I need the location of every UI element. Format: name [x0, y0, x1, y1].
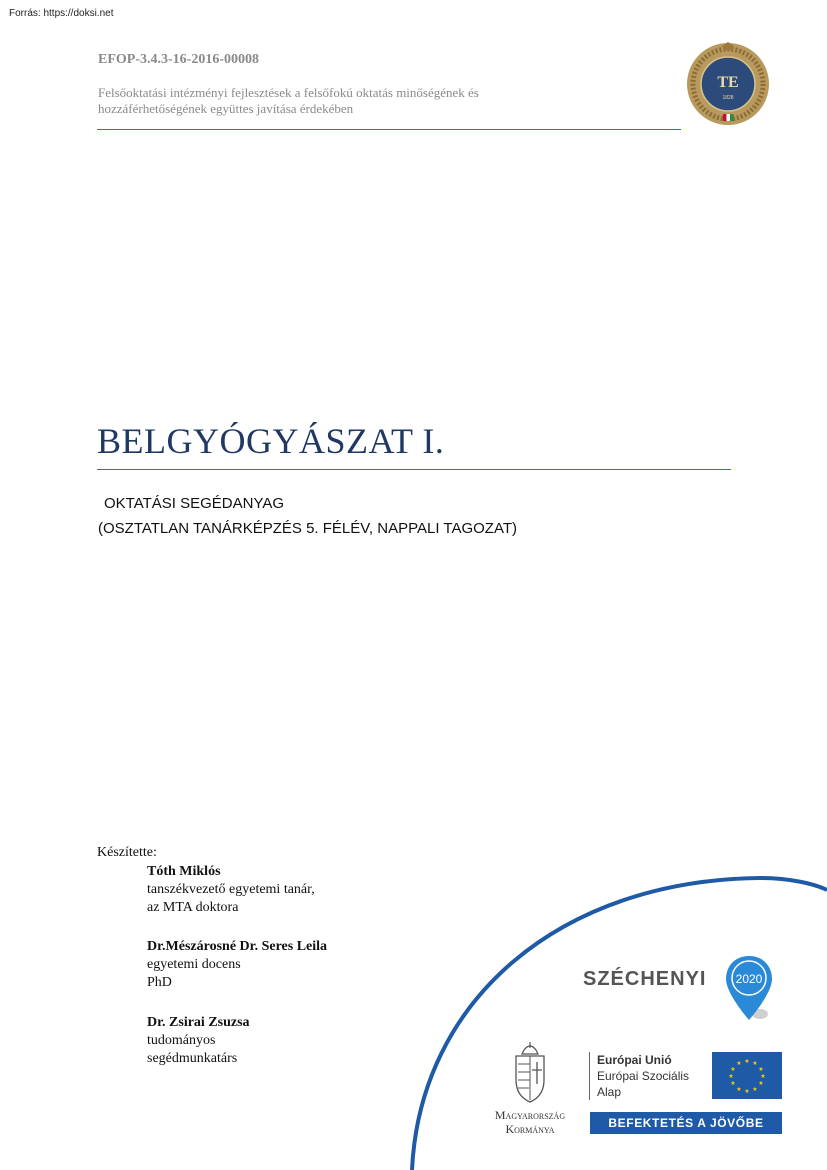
project-desc-line-2: hozzáférhetőségének együttes javítása érdekében — [98, 101, 354, 116]
author-name: Tóth Miklós — [147, 864, 221, 879]
government-name — [480, 1108, 580, 1136]
svg-text:★: ★ — [730, 1080, 736, 1087]
svg-text:★: ★ — [730, 1066, 736, 1073]
svg-text:★: ★ — [744, 1088, 750, 1095]
invest-banner: BEFEKTETÉS A JÖVŐBE — [590, 1112, 782, 1134]
author-role: tanszékvezető egyetemi tanár, — [147, 882, 315, 897]
project-code: EFOP-3.4.3-16-2016-00008 — [98, 52, 259, 67]
subtitle-line-1: OKTATÁSI SEGÉDANYAG — [104, 495, 285, 512]
author-role: egyetemi docens — [147, 957, 241, 972]
document-title: BELGYÓGYÁSZAT I. — [97, 421, 445, 461]
prepared-by-label: Készítette: — [97, 845, 157, 860]
author-role: PhD — [147, 975, 172, 990]
svg-text:★: ★ — [758, 1066, 764, 1073]
author-role: segédmunkatárs — [147, 1051, 238, 1066]
szechenyi-year: 2020 — [735, 972, 763, 986]
seal-year: 1828 — [722, 95, 734, 101]
government-line-1: Magyarország — [494, 1108, 566, 1122]
seal-initials: TE — [717, 74, 739, 91]
szechenyi-label: SZÉCHENYI — [583, 968, 707, 990]
eu-line-2: Európai Szociális — [597, 1069, 690, 1083]
subtitle-line-2: (OSZTATLAN TANÁRKÉPZÉS 5. FÉLÉV, NAPPALI TAGOZAT) — [98, 520, 517, 537]
svg-text:★: ★ — [758, 1080, 764, 1087]
svg-text:★: ★ — [752, 1060, 758, 1067]
source-line: Forrás: https://doksi.net — [9, 8, 114, 19]
eu-line-3: Alap — [597, 1085, 622, 1099]
svg-text:★: ★ — [728, 1073, 734, 1080]
author-role: az MTA doktora — [147, 900, 239, 915]
svg-text:★: ★ — [736, 1060, 742, 1067]
eu-line-1: Európai Unió — [597, 1053, 672, 1067]
author-name: Dr.Mészárosné Dr. Seres Leila — [147, 939, 328, 954]
government-line-2: Kormánya — [505, 1122, 555, 1136]
author-role: tudományos — [147, 1033, 216, 1048]
svg-text:★: ★ — [752, 1086, 758, 1093]
author-3 — [147, 1014, 250, 1068]
eu-fund-text — [597, 1052, 689, 1100]
eu-flag-icon — [712, 1052, 782, 1099]
author-name: Dr. Zsirai Zsuzsa — [147, 1015, 250, 1030]
svg-text:★: ★ — [760, 1073, 766, 1080]
project-desc-line-1: Felsőoktatási intézményi fejlesztések a felsőfokú oktatás minőségének és — [98, 85, 479, 100]
szechenyi-pin-logo — [724, 954, 774, 1024]
svg-text:★: ★ — [736, 1086, 742, 1093]
svg-text:★: ★ — [744, 1058, 750, 1065]
eu-divider — [589, 1052, 590, 1100]
hungarian-coat-of-arms-icon — [510, 1040, 550, 1104]
author-2 — [147, 938, 327, 992]
author-1 — [147, 863, 315, 917]
